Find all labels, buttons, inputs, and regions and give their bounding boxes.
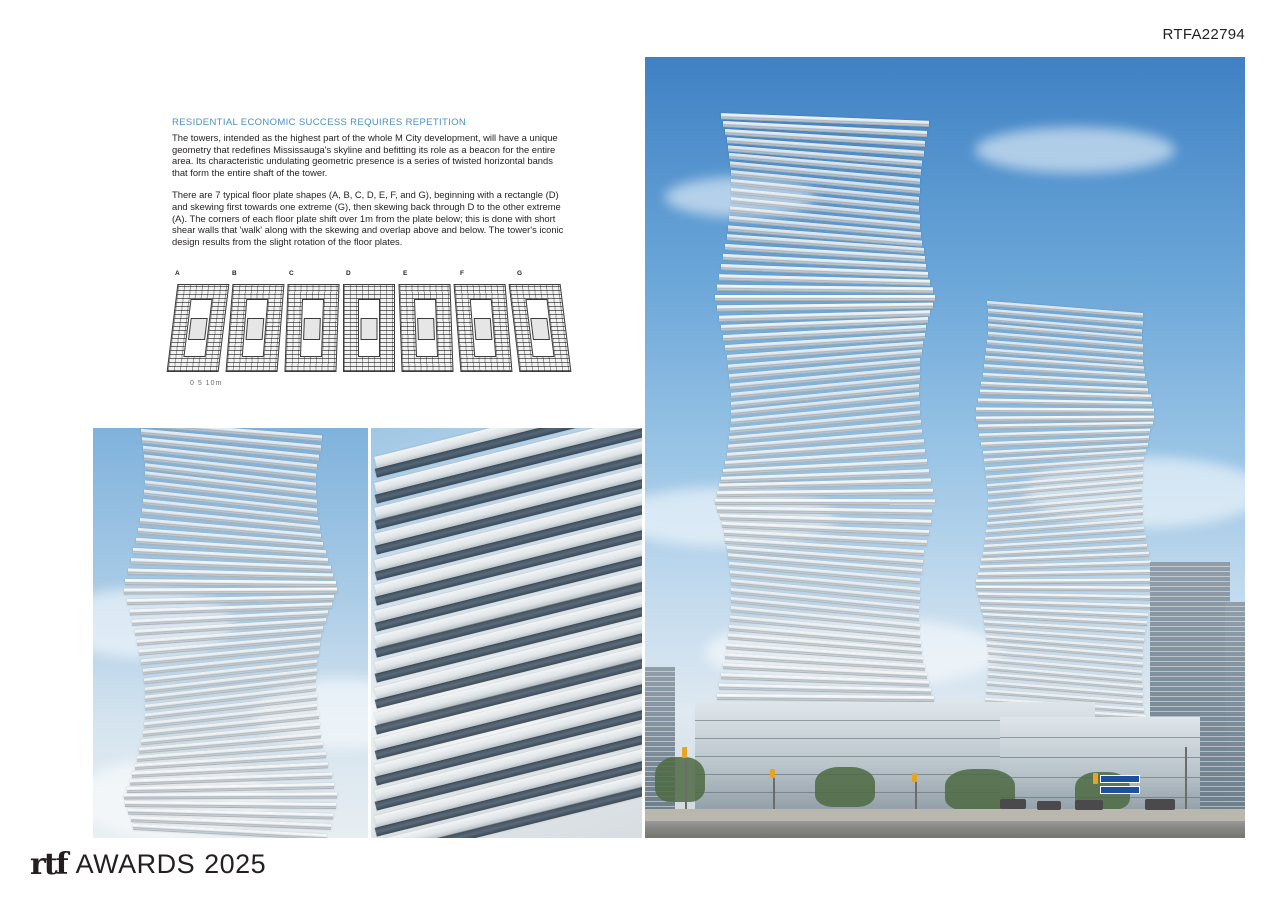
awards-label: AWARDS <box>75 849 196 879</box>
scale-bar-label: 0 5 10m <box>190 380 223 387</box>
tower-band <box>976 407 1154 413</box>
plate-core <box>530 318 550 340</box>
floor-plate-shape-b <box>226 284 285 372</box>
traffic-signal <box>1093 773 1098 784</box>
podium-floor-line <box>1000 757 1200 758</box>
tree <box>655 757 705 802</box>
floor-plate-label-d: D <box>346 270 351 277</box>
street <box>645 821 1245 838</box>
floor-plate-f <box>457 270 509 358</box>
tower-band <box>717 507 932 516</box>
floor-plate-shape-a <box>167 284 230 372</box>
floor-plate-shape-c <box>284 284 339 372</box>
rtf-logo: rtf <box>30 847 67 882</box>
cloud <box>975 127 1175 173</box>
tower-band <box>717 302 933 310</box>
tower-band <box>125 801 336 809</box>
floor-plate-label-c: C <box>289 270 294 277</box>
floor-plate-label-b: B <box>232 270 237 277</box>
car <box>1075 800 1103 810</box>
tower-band <box>976 415 1154 421</box>
tower-band <box>717 284 933 292</box>
traffic-signal <box>682 747 687 758</box>
plate-core <box>188 318 208 340</box>
tower-band <box>978 592 1152 600</box>
tree <box>815 767 875 807</box>
tower-band <box>124 588 337 595</box>
plate-core <box>417 318 435 340</box>
floor-plate-g <box>514 270 566 358</box>
floor-plate-shape-d <box>343 284 395 372</box>
tower-right <box>975 307 1155 757</box>
tower-band <box>978 569 1153 577</box>
paragraph-2: There are 7 typical floor plate shapes (A, B, C, D, E, F, and G), beginning with a rectangle (D) and skewing first towards one extreme (G), then skewing back through D to the other extreme (A). The corners of each floor plate shift over 1m from the plate below; this is done with short shear walls that 'walk' along with the skewing and overlap above and below. The tower's iconic design results from the slight rotation of the floor plates. <box>172 189 564 247</box>
paragraph-1: The towers, intended as the highest part of the whole M City development, will have a unique geometry that redefines Mississauga's skyline and befitting its role as a beacon for the entire area. Its characteristic undulating geometric presence is a series of twisted horizontal bands that form the entire shaft of the tower. <box>172 132 558 178</box>
floor-plate-b <box>229 270 281 358</box>
tower-band <box>976 578 1154 584</box>
text-block <box>172 117 567 258</box>
floor-plate-d <box>343 270 395 358</box>
floor-plate-label-g: G <box>517 270 523 277</box>
background-glass-building <box>1225 602 1245 812</box>
floor-plate-a <box>172 270 224 358</box>
floor-plate-diagram <box>172 256 567 387</box>
balcony-detail-photo <box>371 428 642 838</box>
plate-core <box>361 318 378 340</box>
floor-plate-c <box>286 270 338 358</box>
traffic-signal <box>770 769 775 778</box>
street-sign <box>1100 775 1140 783</box>
car <box>1145 799 1175 810</box>
section-title: RESIDENTIAL ECONOMIC SUCCESS REQUIRES REPETITION <box>172 117 467 128</box>
car <box>1000 799 1026 809</box>
floor-plate-shape-g <box>509 284 572 372</box>
tower-band <box>715 499 935 505</box>
tower-band <box>125 578 336 586</box>
floor-plate-label-a: A <box>175 270 180 277</box>
tower-left <box>715 117 935 757</box>
car <box>1037 801 1061 810</box>
tower-shaft <box>123 428 338 838</box>
footer <box>30 847 267 882</box>
tower-band <box>717 489 933 497</box>
traffic-signal <box>912 773 917 782</box>
floor-plate-label-f: F <box>460 270 464 277</box>
floor-plate-shape-f <box>454 284 513 372</box>
tower-detail-photo <box>93 428 368 838</box>
floor-plate-shape-e <box>398 284 453 372</box>
tower-band <box>978 398 1152 406</box>
reference-code: RTFA22794 <box>1162 26 1245 43</box>
tower-band <box>976 586 1154 592</box>
tower-band <box>715 295 935 301</box>
tower-band <box>124 793 337 800</box>
plate-core <box>246 318 265 340</box>
awards-year: 2025 <box>204 849 267 879</box>
plate-core <box>303 318 321 340</box>
floor-plate-e <box>400 270 452 358</box>
street-sign <box>1100 786 1140 794</box>
sidewalk <box>645 809 1245 821</box>
plate-core <box>474 318 493 340</box>
main-tower-photo <box>645 57 1245 838</box>
tower-band <box>717 694 934 702</box>
balcony-stack <box>411 428 642 838</box>
floor-plate-label-e: E <box>403 270 408 277</box>
podium-floor-line <box>1000 737 1200 738</box>
